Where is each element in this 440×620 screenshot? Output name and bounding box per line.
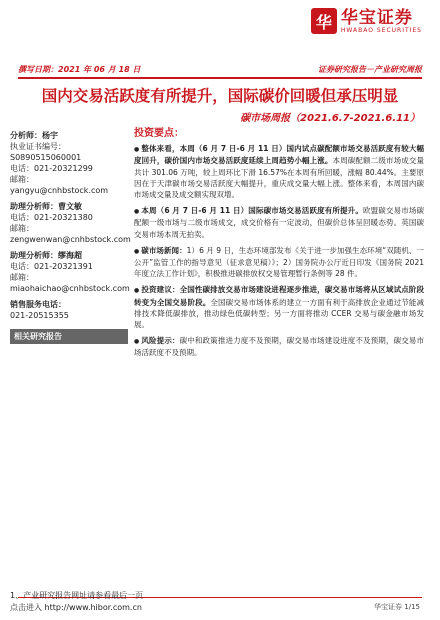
footer-link[interactable]: 点击进入 http://www.hibor.com.cn [10, 603, 142, 612]
company-logo [311, 8, 422, 34]
paragraph-body: 本周碳配额二级市场成交量共计 301.06 万吨，较上周环比下滑 16.57%在本周有所回暖，涨幅 80.44%。主要原因在于天津碳市场交易活跃度大幅提升，重庆成交量大幅上涨。整体来看，本周国内碳市场成交量及成交额实现双增。 [134, 156, 425, 200]
paragraph-lead: 本周（6 月 7 日-6 月 11 日）国际碳市场交易活跃度有所提升。 [141, 206, 363, 216]
sales-label: 销售服务电话： [10, 300, 66, 309]
page-number: 华宝证券 1/15 [374, 603, 420, 611]
analyst-line: 电话：021-20321299 [10, 164, 93, 173]
analyst-email[interactable]: 邮箱：yangyu@cnhbstock.com [10, 175, 109, 195]
summary-paragraph [134, 143, 424, 200]
main-content [134, 128, 424, 364]
logo-cn: 华宝证券 [340, 7, 413, 28]
analyst-line: 电话：021-20321380 [10, 213, 93, 222]
analyst-block [10, 250, 128, 294]
report-meta-bar [0, 62, 440, 76]
report-subtitle: 碳市场周报（2021.6.7-2021.6.11） [240, 113, 420, 124]
footer-links [10, 590, 143, 614]
logo-en: HWABAO SECURITIES [340, 26, 422, 34]
analyst-label: 助理分析师：曹文敏 [10, 202, 82, 211]
footer-line: 1、产业研究报告网址请参看最后一页 [10, 591, 144, 600]
sales-block [10, 299, 128, 321]
related-reports-heading: 相关研究报告 [10, 329, 128, 344]
header-divider [18, 77, 422, 79]
analyst-email[interactable]: 邮箱：miaohaichao@cnhbstock.com [10, 273, 130, 293]
summary-paragraph [134, 284, 424, 330]
paragraph-lead: 碳市场新闻： [141, 245, 187, 255]
paragraph-body: 1）6 月 9 日，生态环境部发布《关于进一步加强生态环境“双随机、一公开”监管工作的指导意见（征求意见稿）》；2）国务院办公厅近日印发《国务院 2021 年度立法工作计划》，积极推进碳排放权交易管理暂行条例等 28 件。 [134, 245, 424, 279]
analyst-block [10, 130, 128, 196]
paragraph-lead: 投资建议：全国性碳排放交易市场建设进程逐步推进，碳交易市场将从区域试点阶段转变为全国交易阶段。 [134, 285, 424, 307]
analyst-block [10, 201, 131, 245]
paragraph-lead: 风险提示： [141, 336, 180, 346]
summary-paragraph [134, 245, 424, 280]
section-heading: 投资要点： [134, 128, 184, 139]
paragraph-body: 全国碳交易市场体系的建立一方面有利于高排放企业通过节能减排技术降低碳排放，推动绿色低碳转型；另一方面将推动 CCER 交易与碳金融市场发展。 [134, 297, 425, 330]
analyst-sidebar [10, 130, 131, 344]
report-title: 国内交易活跃度有所提升，国际碳价回暖但承压明显 [41, 87, 399, 105]
analyst-email[interactable]: 邮箱：zengwenwan@cnhbstock.com [10, 224, 131, 244]
logo-mark-icon: 华 [311, 8, 337, 34]
analyst-label: 助理分析师：缪海超 [10, 251, 82, 260]
summary-paragraph [134, 335, 424, 358]
report-category: 证券研究报告－产业研究周报 [318, 64, 422, 74]
analyst-line: 电话：021-20321391 [10, 262, 93, 271]
paragraph-body: 欧盟碳交易市场碳配额一级市场与二级市场成交，成交价格有一定波动，但碳价总体呈回暖态势。英国碳交易市场本周无拍卖。 [134, 206, 425, 239]
sales-phone: 021-20515355 [10, 311, 69, 320]
paragraph-lead: 整体来看，本周（6 月 7 日-6 月 11 日）国内试点碳配额市场交易活跃度有较大幅度回升，碳价国内市场交易活跃度延续上周趋势小幅上涨。 [134, 144, 424, 166]
analyst-line: 执业证书编号：S0890515060001 [10, 142, 82, 162]
report-date: 撰写日期：2021 年 06 月 18 日 [18, 64, 141, 74]
paragraph-body: 碳中和政策推进力度不及预期，碳交易市场建设进度不及预期，碳交易市场活跃度不及预期。 [134, 336, 425, 358]
summary-paragraph [134, 205, 424, 240]
analyst-label: 分析师：杨宇 [10, 131, 58, 140]
